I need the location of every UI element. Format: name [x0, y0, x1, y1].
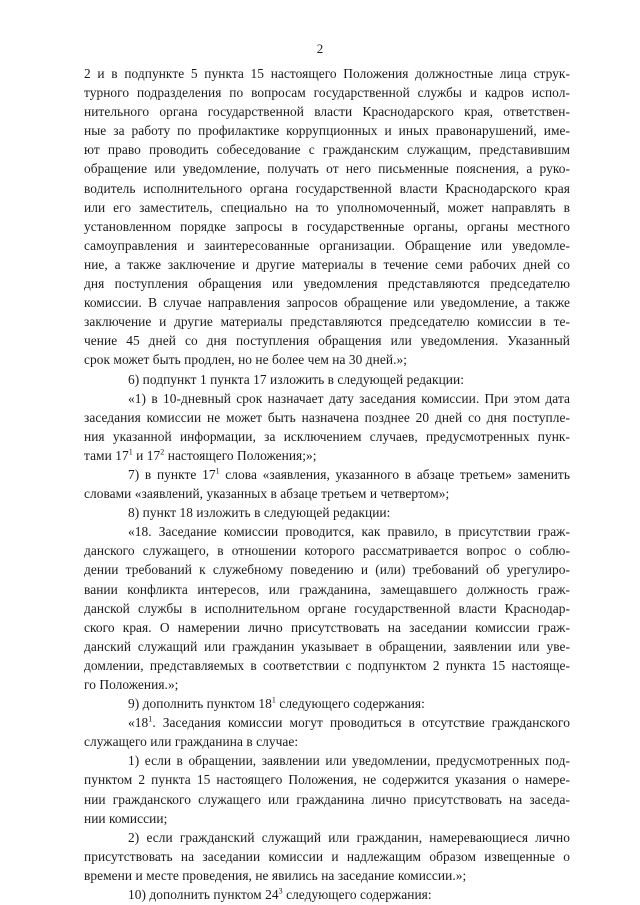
text-line: вании конфликта интересов, или гражданина, замещавшего должность граж-: [84, 581, 570, 597]
text-line: комиссии. В случае направления запросов обращение или уведомление, а также: [84, 295, 570, 311]
text-line: [84, 465, 570, 484]
text-line: нительного органа государственной власти Краснодарского края, ответствен-: [84, 104, 570, 120]
text-line: нии гражданского служащего или гражданина лично присутствовать на заседа-: [84, 791, 570, 807]
text-fragment: . Заседания комиссии могут проводиться в отсутствие гражданского: [152, 715, 570, 731]
text-line: «18. Заседание комиссии проводится, как правило, в присутствии граж-: [128, 524, 570, 540]
text-line: заседания комиссии не может быть назначена позднее 20 дней со дня поступле-: [84, 409, 570, 425]
text-fragment: 10) дополнить пунктом 24: [128, 887, 279, 903]
text-line: 2) если гражданский служащий или гражданин, намеревающиеся лично: [128, 829, 570, 845]
text-line: 1) если в обращении, заявлении или уведомлении, предусмотренных под-: [128, 753, 570, 769]
text-fragment: тами 17: [84, 447, 129, 463]
text-line: нии комиссии;: [84, 810, 168, 826]
text-line: 8) пункт 18 изложить в следующей редакции:: [128, 505, 391, 521]
text-line: 6) подпункт 1 пункта 17 изложить в следующей редакции:: [128, 371, 464, 387]
superscript: 3: [278, 886, 283, 896]
text-line: чение 45 дней со дня поступления обращения или уведомления. Указанный: [84, 333, 570, 349]
page-number: 2: [316, 41, 324, 56]
text-line: [84, 694, 570, 713]
text-line: установленном порядке запросы в государственные органы, органы местного: [84, 218, 570, 234]
text-line: ют право проводить собеседование с гражданским служащим, представившим: [84, 142, 570, 158]
text-line: срок может быть продлен, но не более чем на 30 дней.»;: [84, 352, 407, 368]
text-fragment: «18: [128, 715, 149, 731]
text-fragment: следующего содержания:: [275, 696, 425, 712]
text-line: турного подразделения по вопросам государственной службы и кадров испол-: [84, 85, 570, 101]
text-fragment: следующего содержания:: [282, 887, 432, 903]
text-line: водитель исполнительного органа государственной власти Краснодарского края: [84, 180, 570, 196]
text-line: [84, 713, 570, 732]
text-line: [84, 446, 570, 465]
text-line: «1) в 10-дневный срок назначает дату заседания комиссии. При этом дата: [128, 390, 570, 406]
superscript: 1: [271, 695, 276, 705]
text-fragment: 9) дополнить пунктом 18: [128, 696, 272, 712]
text-line: служащего или гражданина в случае:: [84, 734, 299, 750]
text-line: заключение и другие материалы представляются председателю комиссии в те-: [84, 314, 570, 330]
text-line: ского края. О намерении лично присутствовать на заседании комиссии граж-: [84, 619, 570, 635]
text-line: или его заместитель, специально на то уполномоченный, может направлять в: [84, 199, 570, 215]
text-line: домлении, представляемых в соответствии с подпунктом 2 пункта 15 настояще-: [84, 657, 570, 673]
text-line: ния указанной информации, за исключением случаев, предусмотренных пунк-: [84, 428, 570, 444]
text-line: словами «заявлений, указанных в абзаце третьем и четвертом»;: [84, 486, 450, 502]
superscript: 2: [160, 447, 165, 457]
text-fragment: 7) в пункте 17: [128, 466, 216, 482]
text-fragment: слова «заявления, указанного в абзаце третьем» заменить: [219, 466, 570, 482]
superscript: 1: [215, 466, 220, 476]
document-body: [84, 64, 570, 904]
text-line: присутствовать на заседании комиссии и надлежащим образом извещенные о: [84, 848, 570, 864]
text-line: времени и месте проведения, не явились на заседание комиссии.»;: [84, 867, 467, 883]
text-line: ные за работу по профилактике коррупционных и иных правонарушений, име-: [84, 123, 570, 139]
text-line: го Положения.»;: [84, 677, 179, 692]
text-fragment: настоящего Положения;»;: [164, 447, 317, 463]
text-fragment: и 17: [132, 447, 161, 463]
text-line: [84, 885, 570, 904]
text-line: дении требований к служебному поведению и (или) требований об урегулиро-: [84, 562, 570, 578]
superscript: 1: [128, 447, 133, 457]
text-line: данского служащего, в отношении которого рассматривается вопрос о соблю-: [84, 543, 570, 559]
text-line: ние, а также заключение и другие материалы в течение семи рабочих дней со: [84, 256, 570, 272]
text-line: обращение или уведомление, получать от него письменные пояснения, а руко-: [84, 161, 570, 177]
text-line: данский служащий или гражданин указывает в обращении, заявлении или уве-: [84, 638, 570, 654]
text-line: данской службы в исполнительном органе государственной власти Краснодар-: [84, 600, 570, 616]
text-line: самоуправления и заинтересованные организации. Обращение или уведомле-: [84, 237, 570, 253]
superscript: 1: [148, 714, 153, 724]
text-line: пунктом 2 пункта 15 настоящего Положения, не содержится указания о намере-: [84, 772, 570, 788]
text-line: дня поступления обращения или уведомления представляются председателю: [84, 276, 570, 292]
text-line: 2 и в подпункте 5 пункта 15 настоящего Положения должностные лица струк-: [84, 66, 570, 81]
